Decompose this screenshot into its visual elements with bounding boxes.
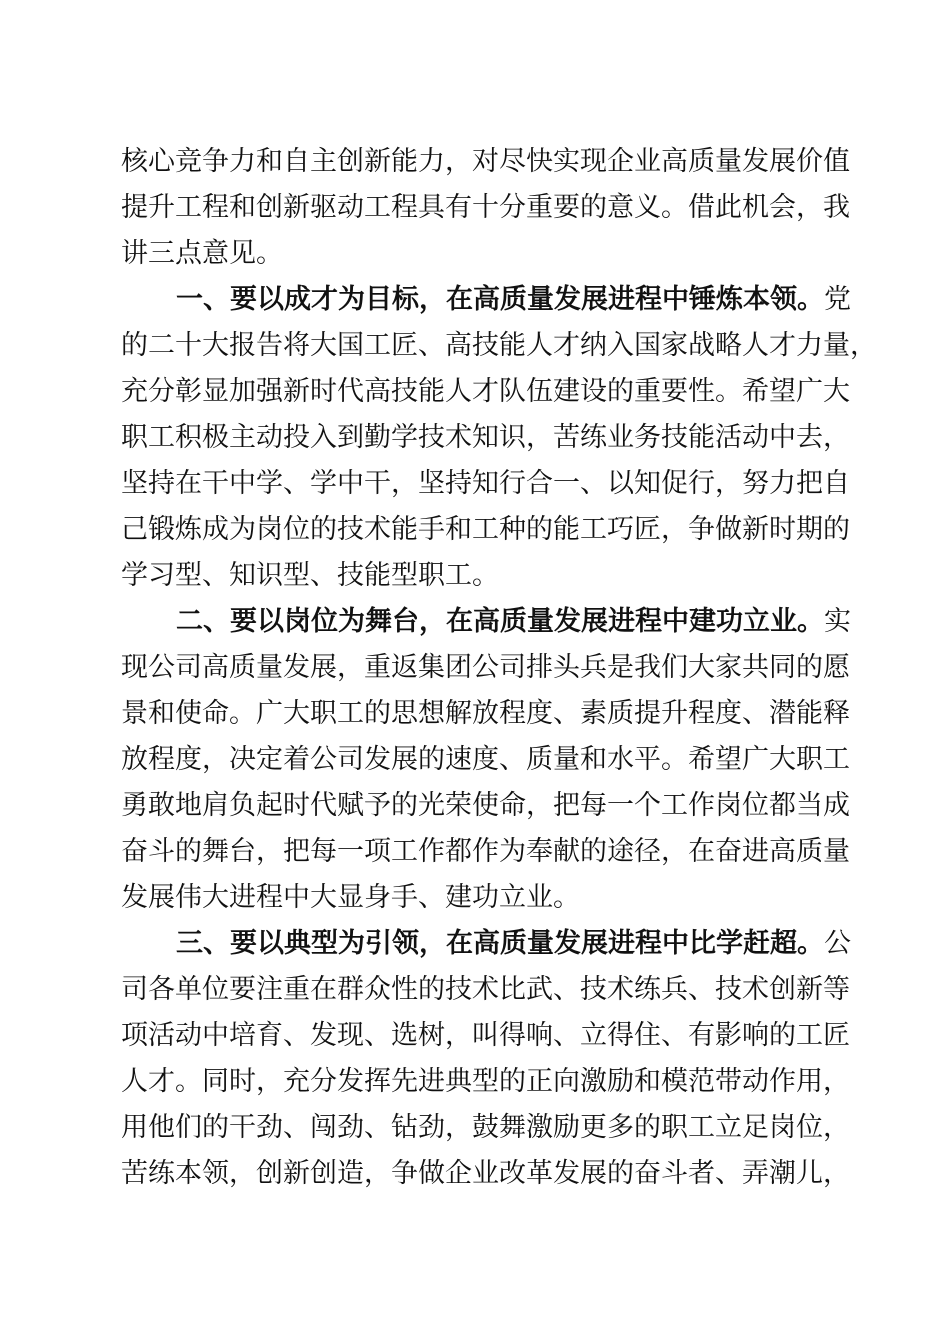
section3-heading: 三、要以典型为引领，在高质量发展进程中比学赶超。 [176, 928, 824, 959]
section2-line-5: 勇敢地肩负起时代赋予的光荣使命，把每一个工作岗位都当成 [121, 790, 850, 821]
section3-line-1 [176, 922, 851, 966]
section3-line-6: 苦练本领，创新创造，争做企业改革发展的奋斗者、弄潮儿， [121, 1158, 850, 1189]
section2-line-2: 现公司高质量发展，重返集团公司排头兵是我们大家共同的愿 [121, 652, 850, 683]
section2-line-1 [176, 600, 851, 644]
section2-line-4: 放程度，决定着公司发展的速度、质量和水平。希望广大职工 [121, 744, 850, 775]
section1-line-1 [176, 278, 851, 322]
intro-line-1: 核心竞争力和自主创新能力，对尽快实现企业高质量发展价值 [121, 146, 850, 177]
section3-line-5: 用他们的干劲、闯劲、钻劲，鼓舞激励更多的职工立足岗位， [121, 1112, 850, 1143]
section3-line-3: 项活动中培育、发现、选树，叫得响、立得住、有影响的工匠 [121, 1020, 850, 1051]
section1-line-3: 充分彰显加强新时代高技能人才队伍建设的重要性。希望广大 [121, 376, 850, 407]
section2-line-1-tail: 实 [824, 606, 851, 637]
section1-line-6: 己锻炼成为岗位的技术能手和工种的能工巧匠，争做新时期的 [121, 514, 850, 545]
section2-line-3: 景和使命。广大职工的思想解放程度、素质提升程度、潜能释 [121, 698, 850, 729]
section3-line-2: 司各单位要注重在群众性的技术比武、技术练兵、技术创新等 [121, 974, 850, 1005]
section3-line-4: 人才。同时，充分发挥先进典型的正向激励和模范带动作用， [121, 1066, 850, 1097]
section3-line-1-tail: 公 [824, 928, 851, 959]
section2-line-6: 奋斗的舞台，把每一项工作都作为奉献的途径，在奋进高质量 [121, 836, 850, 867]
section1-line-4: 职工积极主动投入到勤学技术知识，苦练业务技能活动中去， [121, 422, 850, 453]
section1-line-5: 坚持在干中学、学中干，坚持知行合一、以知促行，努力把自 [121, 468, 850, 499]
section1-line-7: 学习型、知识型、技能型职工。 [121, 560, 499, 591]
section2-line-7: 发展伟大进程中大显身手、建功立业。 [121, 882, 580, 913]
section1-heading: 一、要以成才为目标，在高质量发展进程中锤炼本领。 [176, 284, 824, 315]
intro-line-2: 提升工程和创新驱动工程具有十分重要的意义。借此机会，我 [121, 192, 850, 223]
intro-line-3: 讲三点意见。 [121, 238, 283, 269]
section1-line-2: 的二十大报告将大国工匠、高技能人才纳入国家战略人才力量， [121, 330, 877, 361]
section2-heading: 二、要以岗位为舞台，在高质量发展进程中建功立业。 [176, 606, 824, 637]
section1-line-1-tail: 党 [824, 284, 851, 315]
